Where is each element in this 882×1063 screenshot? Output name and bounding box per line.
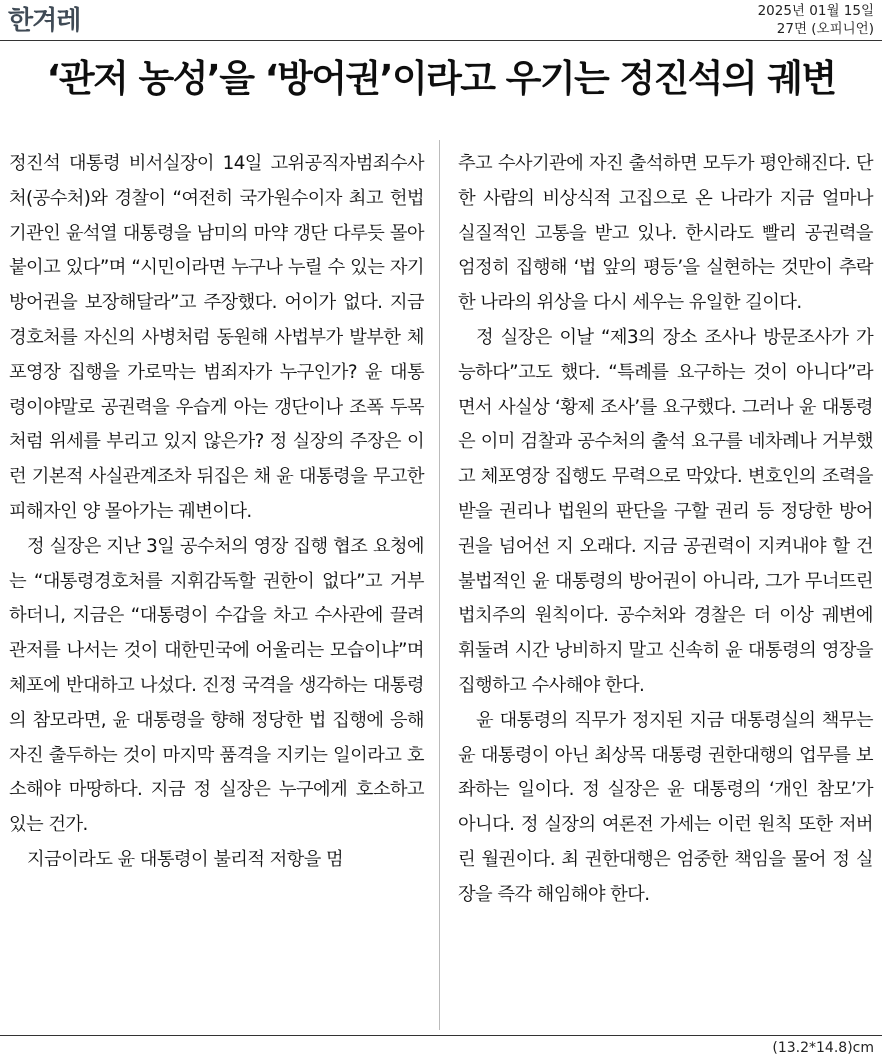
publish-date: 2025년 01월 15일 — [757, 3, 874, 19]
body-column-left — [9, 147, 424, 878]
clipping-size: (13.2*14.8)cm — [772, 1040, 874, 1056]
paragraph: 정 실장은 이날 “제3의 장소 조사나 방문조사가 가능하다”고도 했다. “특례를 요구하는 것이 아니다”라면서 사실상 ‘황제 조사’를 요구했다. 그러나 윤 대통령은 이미 검찰과 공수처의 출석 요구를 네차례나 거부했고 체포영장 집행도 무력으로 막았다. 변호인의 조력을 받을 권리나 법원의 판단을 구할 권리 등 정당한 방어권을 넘어선 지 오래다. 지금 공권력이 지켜내야 할 건 불법적인 윤 대통령의 방어권이 아니라, 그가 무너뜨린 법치주의 원칙이다. 공수처와 경찰은 더 이상 궤변에 휘둘려 시간 낭비하지 말고 신속히 윤 대통령의 영장을 집행하고 수사해야 한다. — [458, 326, 873, 696]
article-meta — [758, 2, 874, 38]
article-headline: ‘관저 농성’을 ‘방어권’이라고 우기는 정진석의 궤변 — [46, 57, 836, 100]
paragraph: 정진석 대통령 비서실장이 14일 고위공직자범죄수사처(공수처)와 경찰이 “여전히 국가원수이자 최고 헌법기관인 윤석열 대통령을 남미의 마약 갱단 다루듯 몰아붙이고 있다”며 “시민이라면 누구나 누릴 수 있는 자기방어권을 보장해달라”고 주장했다. 어이가 없다. 지금 경호처를 자신의 사병처럼 동원해 사법부가 발부한 체포영장 집행을 가로막는 범죄자가 누구인가? 윤 대통령이야말로 공권력을 우습게 아는 갱단이나 조폭 두목처럼 위세를 부리고 있지 않은가? 정 실장의 주장은 이런 기본적 사실관계조차 뒤집은 채 윤 대통령을 무고한 피해자인 양 몰아가는 궤변이다. — [9, 153, 424, 522]
body-column-right — [458, 147, 873, 913]
bottom-rule — [0, 1035, 882, 1036]
paragraph: 추고 수사기관에 자진 출석하면 모두가 평안해진다. 단 한 사람의 비상식적 고집으로 온 나라가 지금 얼마나 실질적인 고통을 받고 있나. 한시라도 빨리 공권력을 엄정히 집행해 ‘법 앞의 평등’을 실현하는 것만이 추락한 나라의 위상을 다시 세우는 유일한 길이다. — [458, 153, 873, 314]
paragraph: 윤 대통령의 직무가 정지된 지금 대통령실의 책무는 윤 대통령이 아닌 최상목 대통령 권한대행의 업무를 보좌하는 일이다. 정 실장은 윤 대통령의 ‘개인 참모’가 아니다. 정 실장의 여론전 가세는 이런 원칙 또한 저버린 월권이다. 최 권한대행은 엄중한 책임을 물어 정 실장을 즉각 해임해야 한다. — [458, 709, 873, 905]
top-rule — [0, 40, 882, 41]
column-divider — [439, 140, 440, 1030]
paragraph: 정 실장은 지난 3일 공수처의 영장 집행 협조 요청에는 “대통령경호처를 지휘감독할 권한이 없다”고 거부하더니, 지금은 “대통령이 수갑을 차고 수사관에 끌려 관저를 나서는 것이 대한민국에 어울리는 모습이냐”며 체포에 반대하고 나섰다. 진정 국격을 생각하는 대통령의 참모라면, 윤 대통령을 향해 정당한 법 집행에 응해 자진 출두하는 것이 마지막 품격을 지키는 일이라고 호소해야 마땅하다. 지금 정 실장은 누구에게 호소하고 있는 건가. — [9, 535, 424, 836]
paragraph: 지금이라도 윤 대통령이 불리적 저항을 멈 — [27, 848, 344, 870]
newspaper-logo: 한겨레 — [8, 6, 81, 36]
page-section: 27면 (오피니언) — [776, 21, 874, 37]
